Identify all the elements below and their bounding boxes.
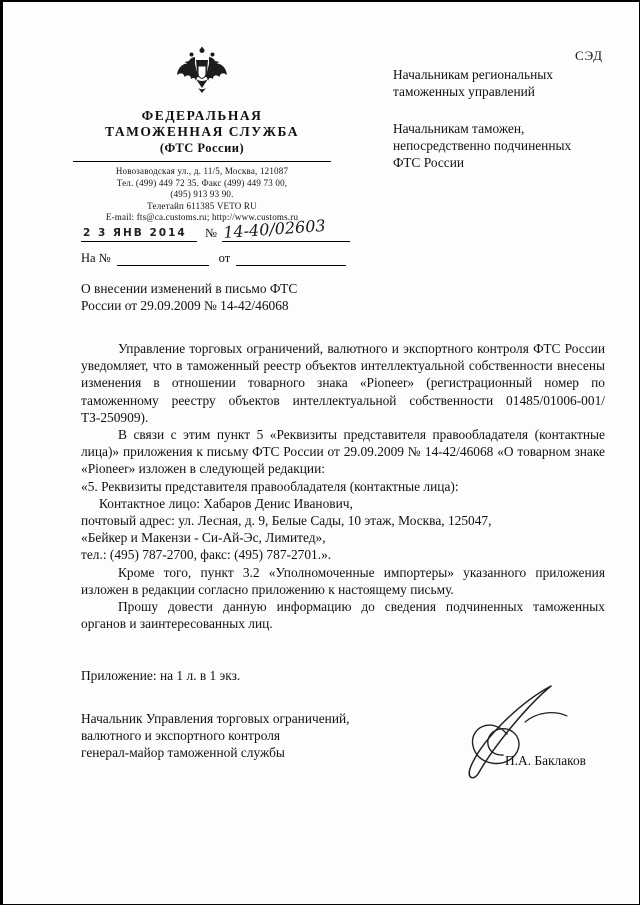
addressee-2-line2: непосредственно подчиненных [393, 138, 572, 153]
signer-name: П.А. Баклаков [505, 753, 586, 768]
na-number-blank [117, 251, 209, 266]
ot-label: от [218, 251, 231, 265]
org-name [61, 108, 343, 156]
paragraph-1: Управление торговых ограничений, валютного и экспортного контроля ФТС России уведомляет, что в таможенный реестр объектов интеллектуальной собственности внесены изменения в отношении товарного знака «Pioneer» (регистрационный номер по таможенному реестру объектов интеллектуальной собственности 01485/01006-001/ТЗ-250909). [81, 341, 605, 425]
addressee-2-line3: ФТС России [393, 155, 465, 170]
org-address-line4: Телетайп 611385 VETO RU [147, 200, 257, 211]
paragraph-3: «5. Реквизиты представителя правообладателя (контактные лица): [81, 478, 459, 494]
org-address-line1: Новозаводская ул., д. 11/5, Москва, 121087 [115, 166, 289, 176]
addressee-2-line1: Начальникам таможен, [393, 121, 525, 136]
signer-title [81, 710, 401, 762]
org-address [61, 166, 343, 224]
paragraph-2: В связи с этим пункт 5 «Реквизиты представителя правообладателя (контактные лица)» приложения к письму ФТС России от 29.09.2009 № 14-42/46068 «О товарном знаке «Pioneer» изложен в следующей редакции: [81, 427, 605, 477]
attachment-line: Приложение: на 1 л. в 1 экз. [81, 668, 241, 683]
sed-label: СЭД [574, 48, 603, 63]
outgoing-number-slot [222, 215, 350, 242]
paragraph-7: тел.: (495) 787-2700, факс: (495) 787-2701.». [81, 547, 332, 563]
addressee-1 [393, 66, 603, 100]
subject-line2: России от 29.09.2009 № 14-42/46068 [81, 298, 289, 313]
org-name-line1: ФЕДЕРАЛЬНАЯ [141, 108, 263, 123]
paragraph-9: Прошу довести данную информацию до сведения подчиненных таможенных органов и заинтересованных лиц. [81, 599, 605, 632]
signer-title-line1: Начальник Управления торговых ограничений, [81, 711, 350, 726]
header-divider [73, 161, 331, 162]
org-header [61, 46, 343, 224]
subject [81, 280, 391, 314]
coat-of-arms-emblem [61, 46, 343, 104]
reference-row [81, 251, 371, 266]
org-address-line2: Тел. (499) 449 72 35. Факс (499) 449 73 00, [116, 177, 288, 188]
org-name-line2: ТАМОЖЕННАЯ СЛУЖБА [105, 124, 299, 139]
number-sign: № [205, 226, 217, 240]
paragraph-5: почтовый адрес: ул. Лесная, д. 9, Белые Сады, 10 этаж, Москва, 125047, [81, 513, 492, 529]
addressee-1-line2: таможенных управлений [393, 84, 535, 99]
date-stamp: 2 3 ЯНВ 2014 [83, 227, 187, 239]
signature-block [81, 710, 609, 768]
ot-date-blank [236, 251, 346, 266]
org-name-line3: (ФТС России) [159, 141, 245, 155]
org-address-line3: (495) 913 93 90. [170, 189, 234, 200]
org-address-line5: E-mail: fts@ca.customs.ru; http://www.customs.ru [105, 212, 299, 223]
addressee-2 [393, 120, 603, 171]
na-number-label: На № [81, 251, 111, 265]
addressee-block [393, 66, 603, 171]
paragraph-4: Контактное лицо: Хабаров Денис Иванович, [99, 495, 353, 511]
handwritten-number: 14-40/02603 [222, 215, 327, 242]
paragraph-8: Кроме того, пункт 3.2 «Уполномоченные импортеры» указанного приложения изложен в редакции согласно приложению к настоящему письму. [81, 564, 605, 597]
paragraph-6: «Бейкер и Макензи - Си-Ай-Эс, Лимитед», [81, 530, 326, 546]
date-stamp-slot [81, 224, 197, 242]
subject-line1: О внесении изменений в письмо ФТС [81, 281, 298, 296]
handwritten-signature [433, 682, 583, 786]
signer-title-line3: генерал-майор таможенной службы [81, 745, 285, 761]
letter-body [81, 340, 605, 632]
addressee-1-line1: Начальникам региональных [393, 67, 553, 82]
signer-title-line2: валютного и экспортного контроля [81, 728, 281, 744]
